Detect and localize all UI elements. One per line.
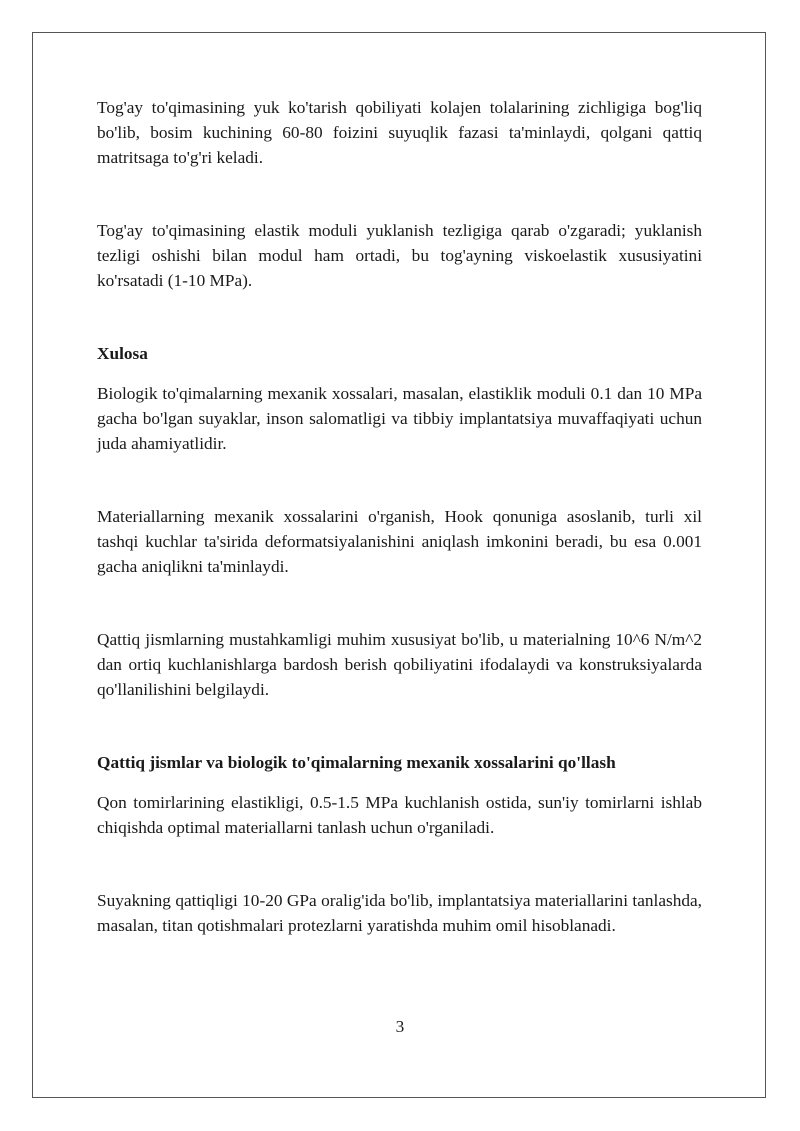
paragraph-bone-hardness: Suyakning qattiqligi 10-20 GPa oralig'ida bo'lib, implantatsiya materiallarini tanlashda, masalan, titan qotishmalari protezlarni yaratishda muhim omil hisoblanadi. <box>97 891 702 935</box>
paragraph-cartilage-load: Tog'ay to'qimasining yuk ko'tarish qobiliyati kolajen tolalarining zichligiga bog'liq bo'lib, bosim kuchining 60-80 foizini suyuqlik fazasi ta'minlaydi, qolgani qattiq matritsaga to'g'ri keladi. <box>97 98 702 167</box>
paragraph-solid-strength: Qattiq jismlarning mustahkamligi muhim xususiyat bo'lib, u materialning 10^6 N/m^2 dan ortiq kuchlanishlarga bardosh berish qobiliyatini ifodalaydi va konstruksiyalarda qo'llanilishini belgilaydi. <box>97 630 702 699</box>
page-content <box>97 95 702 938</box>
section-heading-applications: Qattiq jismlar va biologik to'qimalarning mexanik xossalarini qo'llash <box>97 753 616 772</box>
paragraph-biological-tissues: Biologik to'qimalarning mexanik xossalari, masalan, elastiklik moduli 0.1 dan 10 MPa gacha bo'lgan suyaklar, inson salomatligi va tibbiy implantatsiya muvaffaqiyati uchun juda ahamiyatlidir. <box>97 384 702 453</box>
paragraph-cartilage-modulus: Tog'ay to'qimasining elastik moduli yuklanish tezligiga qarab o'zgaradi; yuklanish tezligi oshishi bilan modul ham ortadi, bu tog'ayning viskoelastik xususiyatini ko'rsatadi (1-10 MPa). <box>97 221 702 290</box>
section-heading-conclusion: Xulosa <box>97 344 148 363</box>
page-number: 3 <box>395 1017 405 1036</box>
paragraph-blood-vessels: Qon tomirlarining elastikligi, 0.5-1.5 MPa kuchlanish ostida, sun'iy tomirlarni ishlab chiqishda optimal materiallarni tanlash uchun o'rganiladi. <box>97 793 702 837</box>
paragraph-hooke-law: Materiallarning mexanik xossalarini o'rganish, Hook qonuniga asoslanib, turli xil tashqi kuchlar ta'sirida deformatsiyalanishini aniqlash imkonini beradi, bu esa 0.001 gacha aniqlikni ta'minlaydi. <box>97 507 702 576</box>
